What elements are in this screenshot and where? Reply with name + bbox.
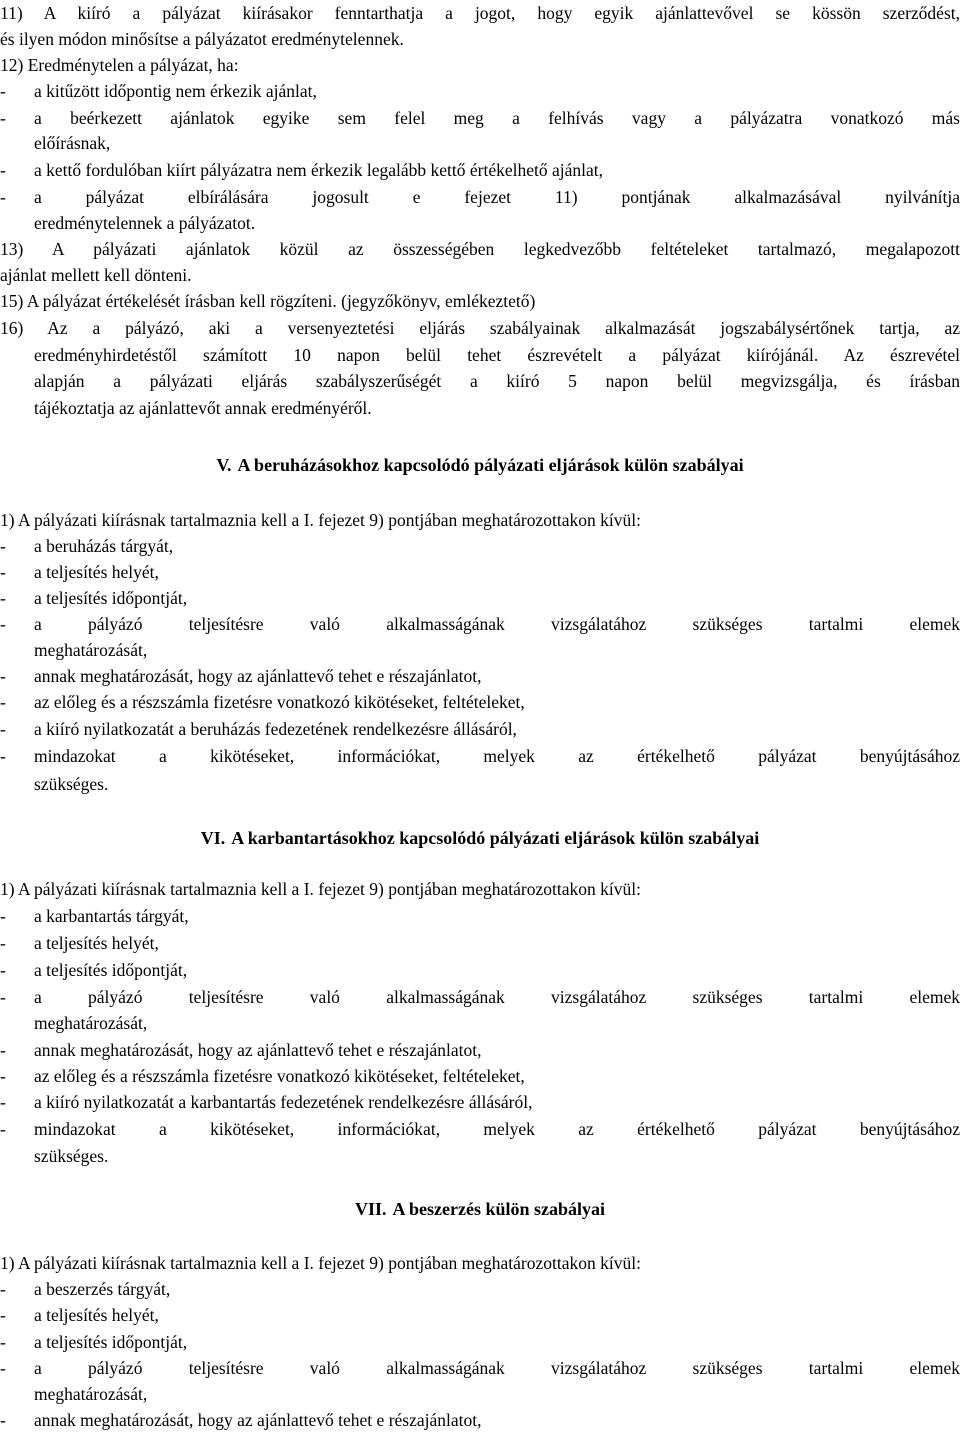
paragraph-16-line-3: alapján a pályázati eljárás szabályszerűségét a kiíró 5 napon belül megvizsgálja, és írásban xyxy=(34,371,960,391)
list-item-text: a pályázó teljesítésre való alkalmasságának vizsgálatához szükséges tartalmi elemek xyxy=(34,614,960,634)
list-item xyxy=(0,957,960,983)
paragraph-16-line-1: 16) Az a pályázó, aki a versenyeztetési eljárás szabályainak alkalmazását jogszabálysértőnek tartja, az xyxy=(0,318,960,338)
section-v-heading xyxy=(0,452,960,478)
list-item-text: a beérkezett ajánlatok egyike sem felel meg a felhívás vagy a pályázatra vonatkozó más xyxy=(34,108,960,128)
list-item xyxy=(0,1116,960,1142)
section-vi-intro: 1) A pályázati kiírásnak tartalmaznia kell a I. fejezet 9) pontjában meghatározottakon kívül: xyxy=(0,879,641,899)
list-dash: - xyxy=(0,960,6,980)
list-dash: - xyxy=(0,1066,6,1086)
list-item-text: meghatározását, xyxy=(34,1384,148,1404)
list-dash: - xyxy=(0,81,6,101)
section-vi-numeral: VI. xyxy=(200,828,226,848)
list-dash: - xyxy=(0,906,6,926)
list-item-text: a teljesítés helyét, xyxy=(34,1305,159,1325)
section-v-title: A beruházásokhoz kapcsolódó pályázati eljárások külön szabályai xyxy=(237,455,744,475)
list-item-text: a beszerzés tárgyát, xyxy=(34,1279,171,1299)
list-item xyxy=(0,1089,960,1115)
paragraph-15: 15) A pályázat értékelését írásban kell rögzíteni. (jegyzőkönyv, emlékeztető) xyxy=(0,291,536,311)
list-item-text: a karbantartás tárgyát, xyxy=(34,906,189,926)
list-dash: - xyxy=(0,692,6,712)
list-item-text: annak meghatározását, hogy az ajánlattevő tehet e részajánlatot, xyxy=(34,1410,482,1430)
list-item-continuation xyxy=(0,1381,960,1407)
list-item-text: a pályázat elbírálására jogosult e fejezet 11) pontjának alkalmazásával nyilvánítja xyxy=(34,187,960,207)
paragraph-11-line-1: 11) A kiíró a pályázat kiírásakor fenntarthatja a jogot, hogy egyik ajánlattevővel se kössön szerződést, xyxy=(0,3,960,23)
list-dash: - xyxy=(0,987,6,1007)
section-v-numeral: V. xyxy=(216,455,232,475)
list-dash: - xyxy=(0,108,6,128)
list-item xyxy=(0,585,960,611)
section-vi-heading xyxy=(0,825,960,851)
list-item-continuation xyxy=(0,771,960,797)
list-dash: - xyxy=(0,1410,6,1430)
list-dash: - xyxy=(0,1305,6,1325)
list-item-text: előírásnak, xyxy=(34,133,111,153)
list-dash: - xyxy=(0,1358,6,1378)
section-vii-heading xyxy=(0,1196,960,1222)
list-item xyxy=(0,930,960,956)
list-dash: - xyxy=(0,933,6,953)
list-item-text: eredménytelennek a pályázatot. xyxy=(34,213,256,233)
list-item-text: az előleg és a részszámla fizetésre vonatkozó kikötéseket, feltételeket, xyxy=(34,1066,525,1086)
list-item-text: a teljesítés időpontját, xyxy=(34,1332,188,1352)
list-dash: - xyxy=(0,588,6,608)
list-item-text: a kiíró nyilatkozatát a beruházás fedezetének rendelkezésre állásáról, xyxy=(34,719,517,739)
list-item-text: az előleg és a részszámla fizetésre vonatkozó kikötéseket, feltételeket, xyxy=(34,692,525,712)
list-item xyxy=(0,984,960,1010)
paragraph-12-intro: 12) Eredménytelen a pályázat, ha: xyxy=(0,55,239,75)
list-item xyxy=(0,184,960,210)
list-item xyxy=(0,689,960,715)
paragraph-11-line-2: és ilyen módon minősítse a pályázatot eredménytelennek. xyxy=(0,29,404,49)
list-item xyxy=(0,157,960,183)
list-dash: - xyxy=(0,562,6,582)
section-vi-title: A karbantartásokhoz kapcsolódó pályázati eljárások külön szabályai xyxy=(231,828,760,848)
list-item xyxy=(0,1407,960,1433)
list-item xyxy=(0,903,960,929)
list-item-text: szükséges. xyxy=(34,774,109,794)
list-item-continuation xyxy=(0,130,960,156)
list-item xyxy=(0,1355,960,1381)
list-item xyxy=(0,78,960,104)
list-dash: - xyxy=(0,160,6,180)
list-dash: - xyxy=(0,187,6,207)
list-item-text: a kiíró nyilatkozatát a karbantartás fedezetének rendelkezésre állásáról, xyxy=(34,1092,533,1112)
list-item-text: mindazokat a kikötéseket, információkat, melyek az értékelhető pályázat benyújtásához xyxy=(34,746,960,766)
list-item-text: a pályázó teljesítésre való alkalmasságának vizsgálatához szükséges tartalmi elemek xyxy=(34,1358,960,1378)
list-item-text: a teljesítés helyét, xyxy=(34,933,159,953)
list-dash: - xyxy=(0,614,6,634)
list-item-text: meghatározását, xyxy=(34,1013,148,1033)
list-item-text: a kitűzött időpontig nem érkezik ajánlat, xyxy=(34,81,317,101)
list-item-text: szükséges. xyxy=(34,1146,109,1166)
list-item-continuation xyxy=(0,1010,960,1036)
list-dash: - xyxy=(0,1279,6,1299)
paragraph-16-line-2: eredményhirdetéstől számított 10 napon belül tehet észrevételt a pályázat kiírójánál. Az észrevétel xyxy=(34,345,960,365)
list-item-text: a beruházás tárgyát, xyxy=(34,536,174,556)
list-item xyxy=(0,743,960,769)
list-item xyxy=(0,716,960,742)
list-dash: - xyxy=(0,719,6,739)
list-dash: - xyxy=(0,1119,6,1139)
paragraph-13-line-1: 13) A pályázati ajánlatok közül az összességében legkedvezőbb feltételeket tartalmazó, megalapozott xyxy=(0,239,960,259)
paragraph-13-line-2: ajánlat mellett kell dönteni. xyxy=(0,265,192,285)
list-item-text: a teljesítés időpontját, xyxy=(34,960,188,980)
list-dash: - xyxy=(0,666,6,686)
list-item-continuation xyxy=(0,1143,960,1169)
list-item xyxy=(0,1063,960,1089)
list-dash: - xyxy=(0,746,6,766)
list-item-text: a pályázó teljesítésre való alkalmasságának vizsgálatához szükséges tartalmi elemek xyxy=(34,987,960,1007)
list-dash: - xyxy=(0,1332,6,1352)
list-item xyxy=(0,663,960,689)
list-item xyxy=(0,105,960,131)
paragraph-16-line-4: tájékoztatja az ajánlattevőt annak eredményéről. xyxy=(34,398,372,418)
list-item xyxy=(0,1302,960,1328)
list-item xyxy=(0,1276,960,1302)
list-dash: - xyxy=(0,1040,6,1060)
list-item-text: a kettő fordulóban kiírt pályázatra nem érkezik legalább kettő értékelhető ajánlat, xyxy=(34,160,603,180)
list-dash: - xyxy=(0,536,6,556)
list-item-text: mindazokat a kikötéseket, információkat, melyek az értékelhető pályázat benyújtásához xyxy=(34,1119,960,1139)
section-v-intro: 1) A pályázati kiírásnak tartalmaznia kell a I. fejezet 9) pontjában meghatározottakon kívül: xyxy=(0,510,641,530)
section-vii-title: A beszerzés külön szabályai xyxy=(392,1199,606,1219)
list-item-continuation xyxy=(0,637,960,663)
list-item-text: annak meghatározását, hogy az ajánlattevő tehet e részajánlatot, xyxy=(34,1040,482,1060)
list-item xyxy=(0,533,960,559)
section-vii-intro: 1) A pályázati kiírásnak tartalmaznia kell a I. fejezet 9) pontjában meghatározottakon kívül: xyxy=(0,1253,641,1273)
list-item-text: a teljesítés helyét, xyxy=(34,562,159,582)
list-item xyxy=(0,559,960,585)
list-item-continuation xyxy=(0,210,960,236)
list-item-text: annak meghatározását, hogy az ajánlattevő tehet e részajánlatot, xyxy=(34,666,482,686)
list-item-text: meghatározását, xyxy=(34,640,148,660)
section-vii-numeral: VII. xyxy=(354,1199,387,1219)
list-dash: - xyxy=(0,1092,6,1112)
list-item xyxy=(0,1037,960,1063)
list-item xyxy=(0,1329,960,1355)
list-item-text: a teljesítés időpontját, xyxy=(34,588,188,608)
list-item xyxy=(0,611,960,637)
